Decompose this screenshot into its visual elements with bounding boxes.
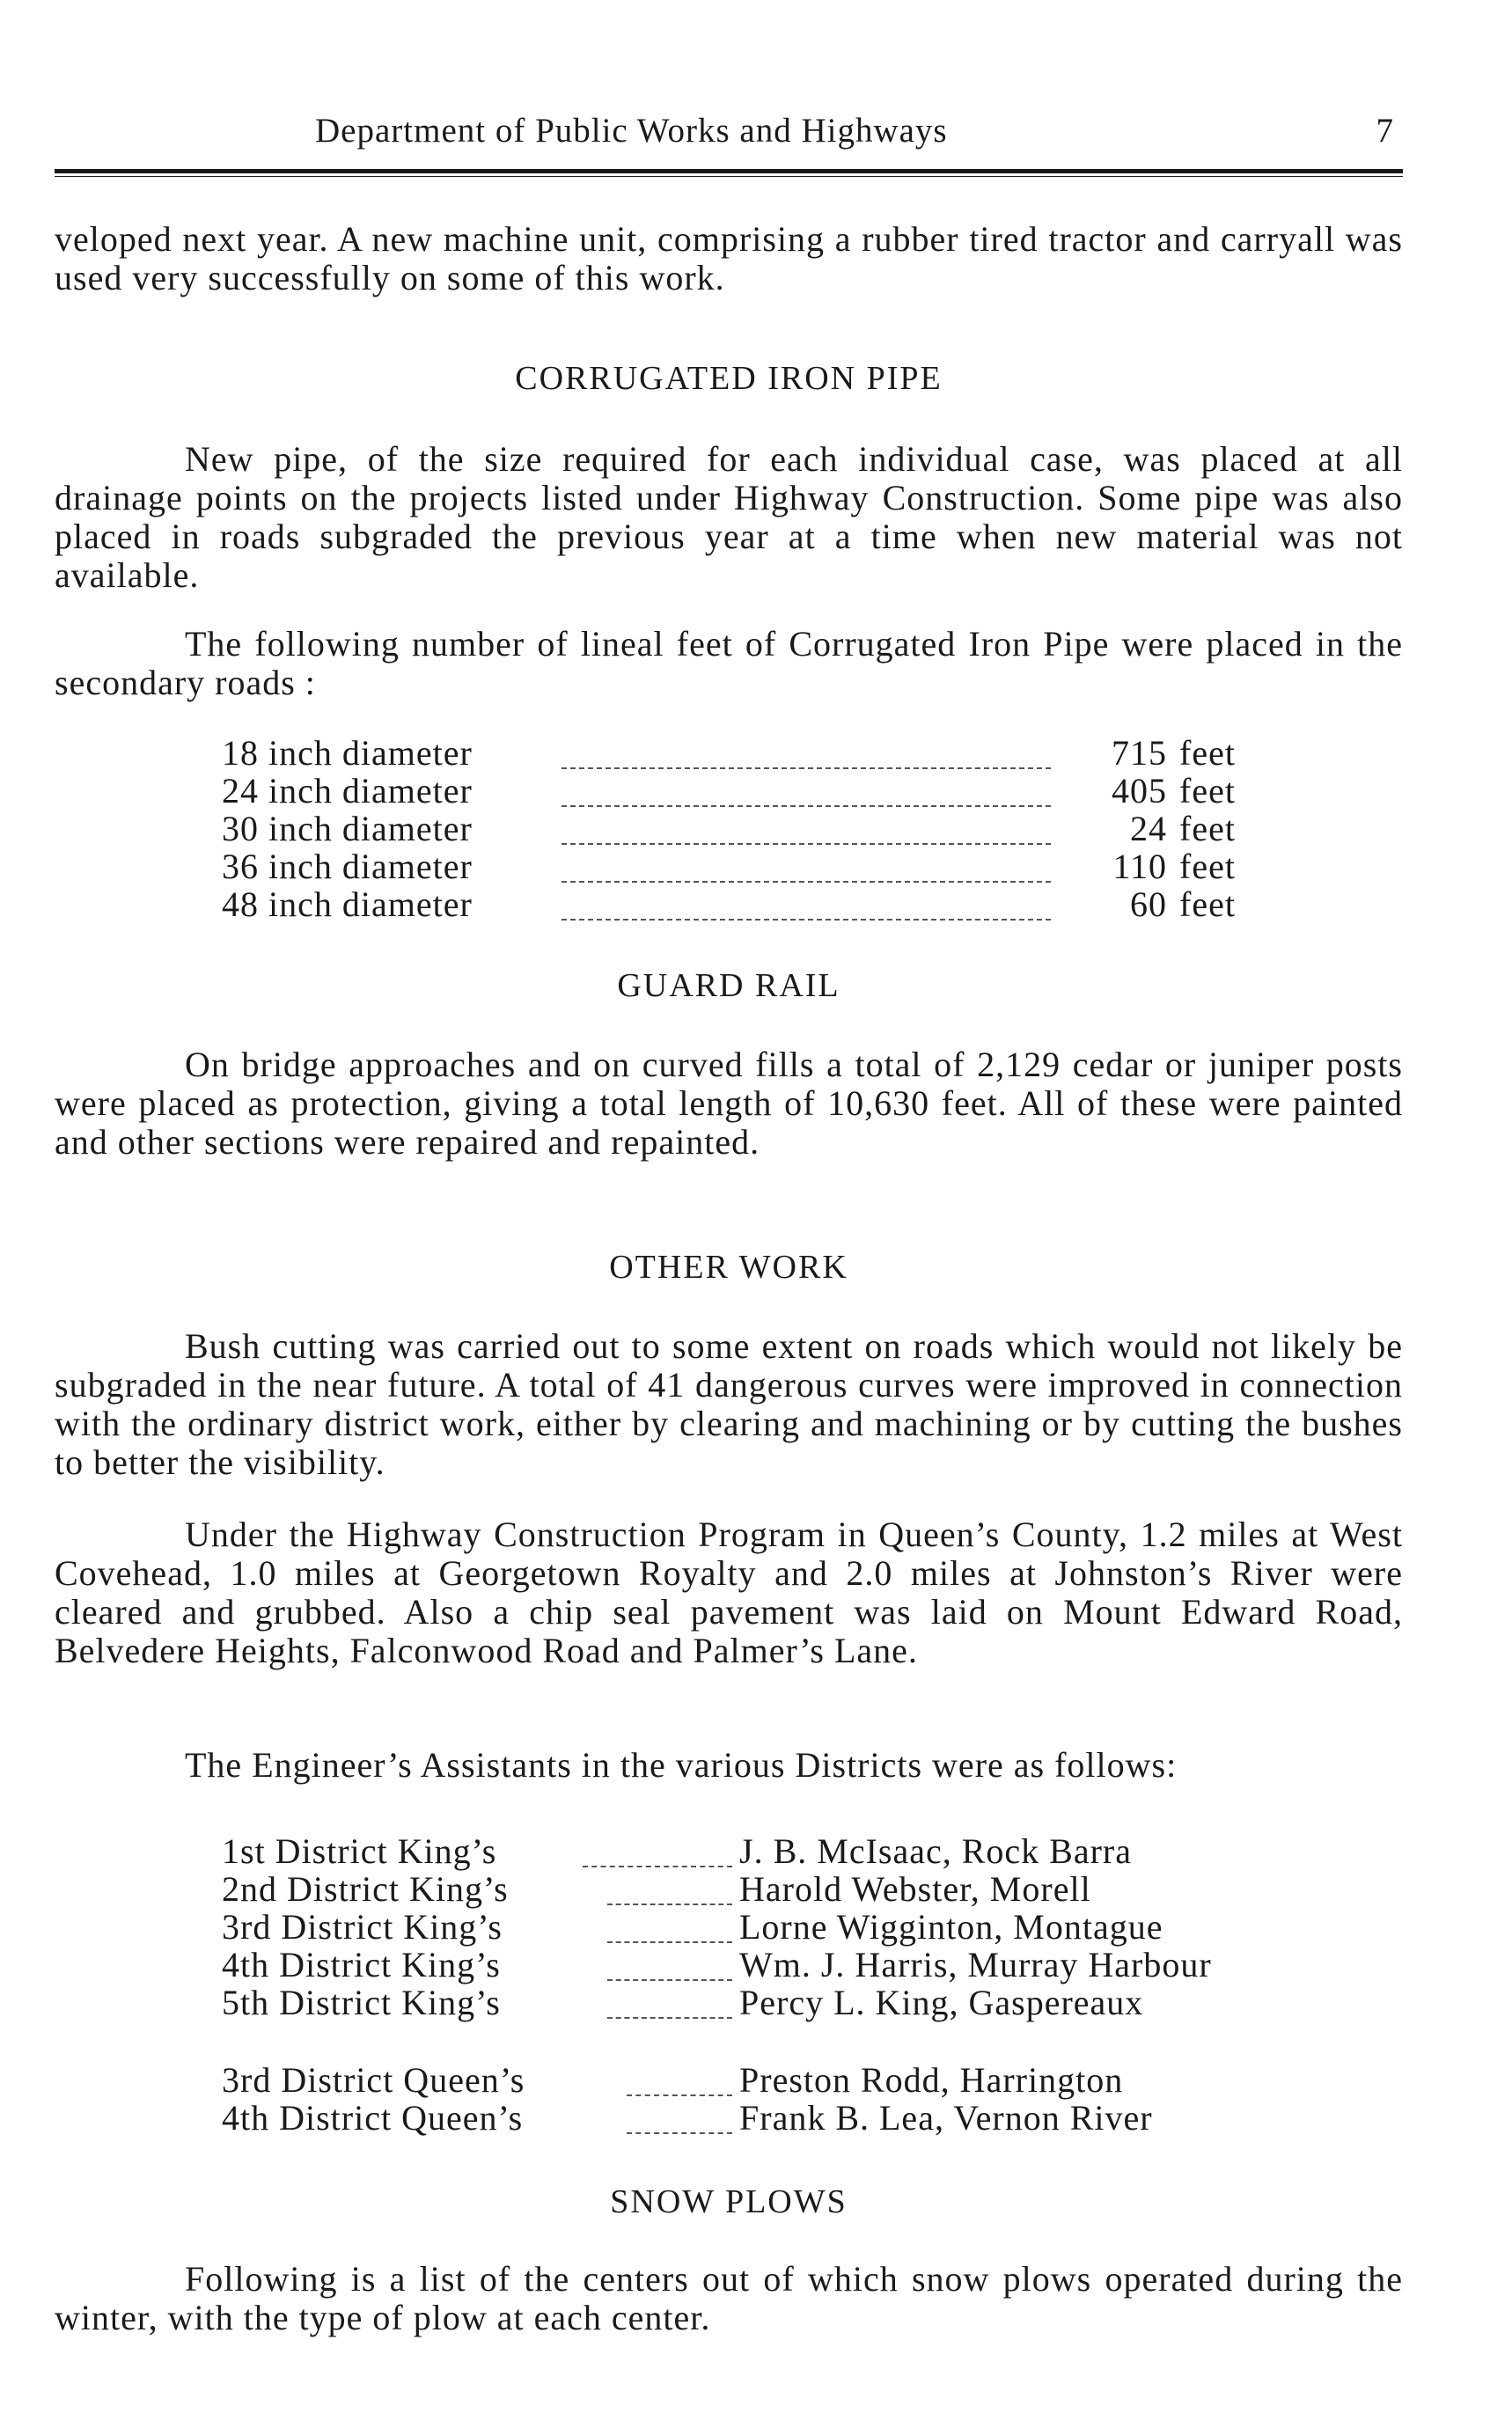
pipe-unit: feet xyxy=(1179,809,1236,848)
leader-dots xyxy=(607,1941,732,1943)
other-work-text-1: Bush cutting was carried out to some extent on roads which would not likely be subgraded in the near future. A total of 41 dangerous curves were improved in connection with the ordinary district work, either by clearing and machining or by cutting the bushes to better the visibility. xyxy=(55,1326,1403,1482)
pipe-diameter-label: 24 inch diameter xyxy=(222,771,473,811)
assistant-name: Harold Webster, Morell xyxy=(739,1869,1091,1909)
assistant-name: Frank B. Lea, Vernon River xyxy=(739,2098,1153,2138)
running-header xyxy=(55,106,1403,158)
other-work-text-2: Under the Highway Construction Program in Queen’s County, 1.2 miles at West Covehead, 1.0 miles at Georgetown Royalty and 2.0 miles at Johnston’s River were cleared and grubbed. Also a chip seal pavement was laid on Mount Edward Road, Belvedere Heights, Falconwood Road and Palmer’s Lane. xyxy=(55,1515,1403,1670)
leader-dots xyxy=(561,881,1051,883)
leader-dots xyxy=(607,1904,732,1905)
pipe-diameter-label: 36 inch diameter xyxy=(222,847,473,886)
assistant-name: Lorne Wigginton, Montague xyxy=(739,1907,1163,1947)
pipe-unit: feet xyxy=(1179,847,1236,886)
other-work-text-3: The Engineer’s Assistants in the various Districts were as follows: xyxy=(185,1745,1178,1785)
intro-text: veloped next year. A new machine unit, comprising a rubber tired tractor and carryall was used very successfully on some of this work. xyxy=(55,219,1403,297)
assistant-district: 3rd District Queen’s xyxy=(222,2060,525,2100)
leader-dots xyxy=(627,2132,732,2134)
pipe-unit: feet xyxy=(1179,884,1236,924)
other-work-paragraph-3 xyxy=(55,1746,1403,1785)
pipe-diameter-label: 18 inch diameter xyxy=(222,733,473,773)
header-rule-thin xyxy=(55,176,1403,177)
guard-rail-text: On bridge approaches and on curved fills a total of 2,129 cedar or juniper posts were placed as protection, giving a total length of 10,630 feet. All of these were painted and other sections were repaired and repainted. xyxy=(55,1045,1403,1162)
section-heading-corrugated-iron-pipe: CORRUGATED IRON PIPE xyxy=(515,360,943,397)
corrugated-paragraph-1 xyxy=(55,440,1403,595)
section-heading-guard-rail: GUARD RAIL xyxy=(617,967,840,1004)
header-title: Department of Public Works and Highways xyxy=(315,112,948,150)
assistant-district: 1st District King’s xyxy=(222,1831,497,1871)
corrugated-paragraph-2 xyxy=(55,625,1403,702)
pipe-diameter-label: 30 inch diameter xyxy=(222,809,473,848)
leader-dots xyxy=(561,919,1051,921)
section-heading-snow-plows: SNOW PLOWS xyxy=(610,2183,848,2220)
leader-dots xyxy=(607,2017,732,2019)
snow-plows-text: Following is a list of the centers out of which snow plows operated during the winter, with the type of plow at each center. xyxy=(55,2259,1403,2337)
assistant-district: 3rd District King’s xyxy=(222,1907,503,1947)
assistant-name: J. B. McIsaac, Rock Barra xyxy=(739,1831,1132,1871)
assistant-district: 4th District Queen’s xyxy=(222,2098,524,2138)
snow-plows-paragraph xyxy=(55,2260,1403,2337)
assistant-name: Preston Rodd, Harrington xyxy=(739,2060,1124,2100)
pipe-amount: 715 xyxy=(1112,733,1167,773)
corrugated-text-1: New pipe, of the size required for each individual case, was placed at all drainage points on the projects listed under Highway Construction. Some pipe was also placed in roads subgraded the previous year at a time when new material was not available. xyxy=(55,439,1403,595)
other-work-paragraph-2 xyxy=(55,1515,1403,1670)
assistant-district: 2nd District King’s xyxy=(222,1869,509,1909)
leader-dots xyxy=(627,2094,732,2096)
assistant-district: 4th District King’s xyxy=(222,1945,501,1984)
leader-dots xyxy=(561,767,1051,769)
leader-dots xyxy=(561,843,1051,845)
section-heading-other-work: OTHER WORK xyxy=(609,1249,848,1286)
guard-rail-paragraph xyxy=(55,1045,1403,1162)
pipe-amount: 110 xyxy=(1112,847,1167,886)
assistant-name: Percy L. King, Gaspereaux xyxy=(739,1983,1144,2022)
leader-dots xyxy=(607,1979,732,1981)
pipe-amount: 405 xyxy=(1112,771,1167,811)
assistant-name: Wm. J. Harris, Murray Harbour xyxy=(739,1945,1212,1984)
leader-dots xyxy=(583,1866,732,1867)
corrugated-text-2: The following number of lineal feet of Corrugated Iron Pipe were placed in the secondary roads : xyxy=(55,624,1403,702)
pipe-amount: 60 xyxy=(1130,884,1167,924)
intro-paragraph xyxy=(55,220,1403,297)
pipe-amount: 24 xyxy=(1130,809,1167,848)
other-work-paragraph-1 xyxy=(55,1327,1403,1482)
pipe-diameter-label: 48 inch diameter xyxy=(222,884,473,924)
pipe-unit: feet xyxy=(1179,733,1236,773)
pipe-unit: feet xyxy=(1179,771,1236,811)
assistant-district: 5th District King’s xyxy=(222,1983,501,2022)
header-rule xyxy=(55,169,1403,173)
leader-dots xyxy=(561,805,1051,807)
page-number: 7 xyxy=(1376,112,1394,150)
